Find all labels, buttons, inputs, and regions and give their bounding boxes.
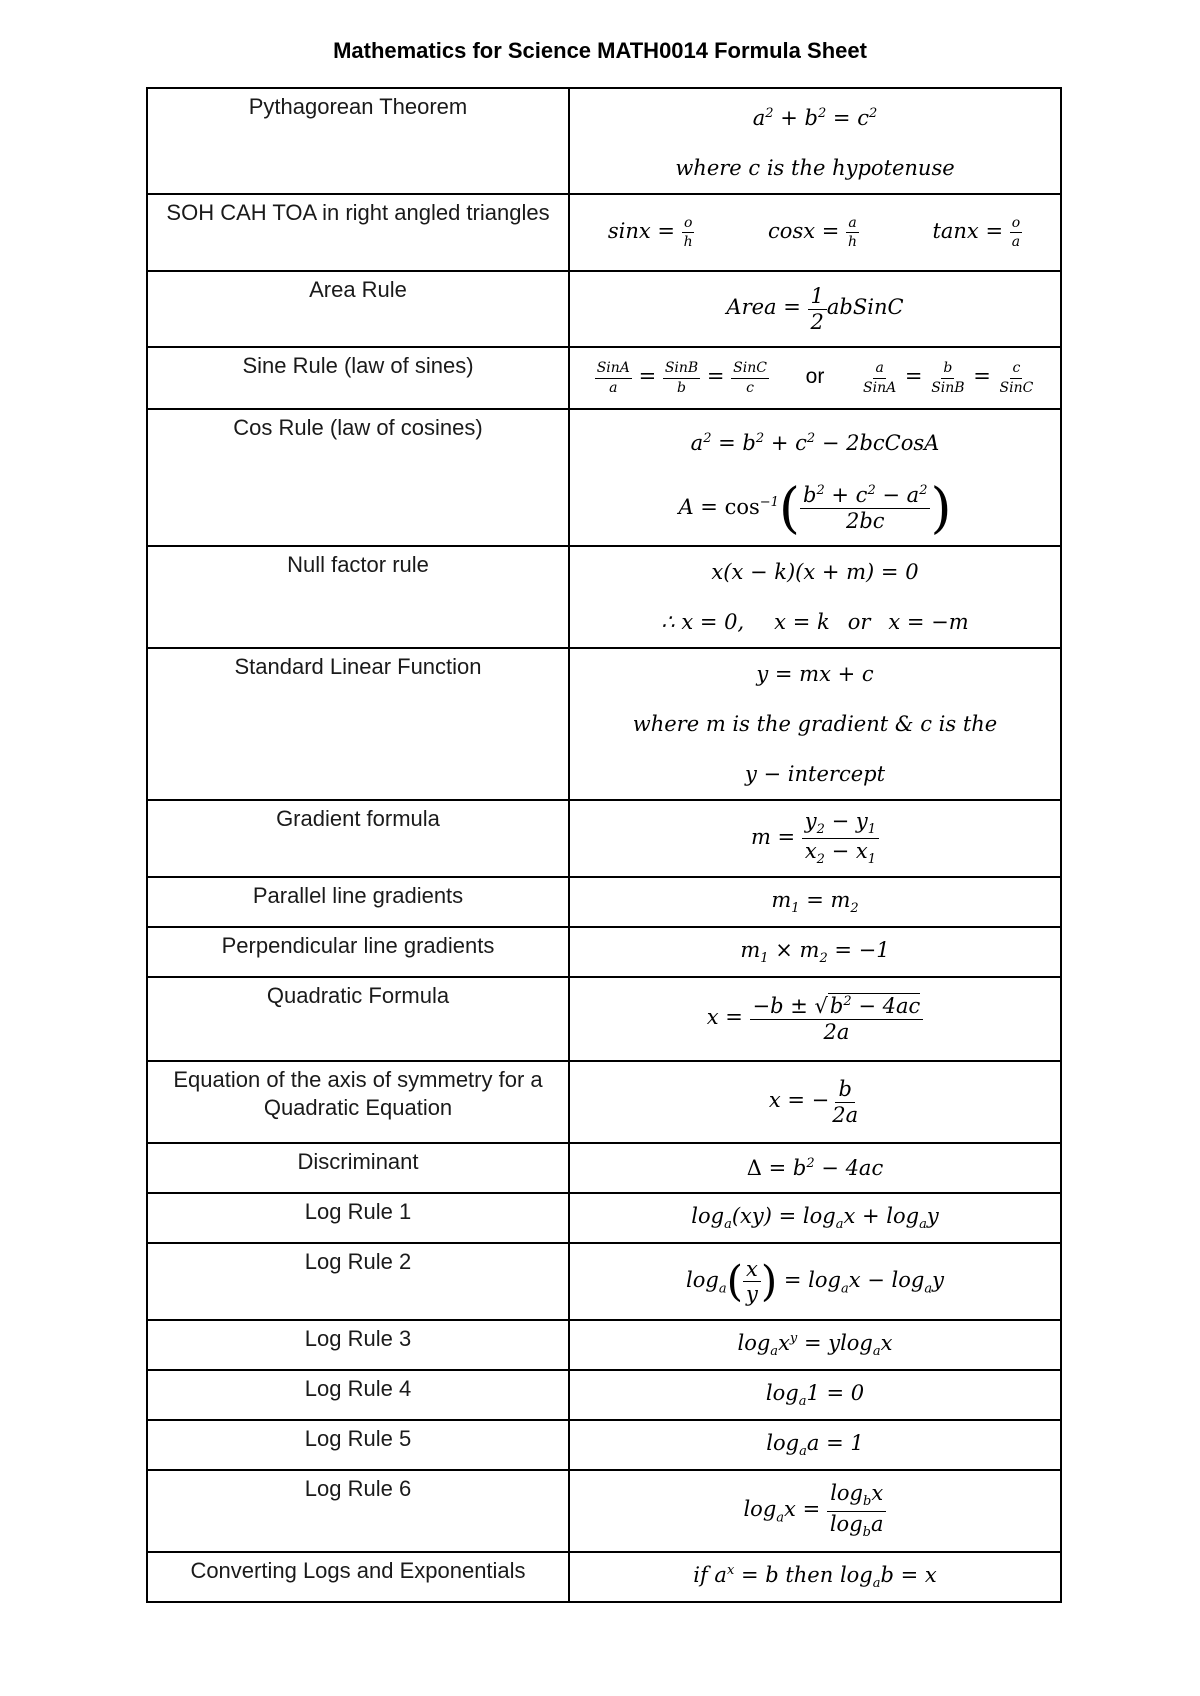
- formula-cell: $m_1 \times m_2 = -1$: [569, 927, 1061, 977]
- table-row: [147, 546, 1061, 648]
- page-title: Mathematics for Science MATH0014 Formula Sheet: [333, 38, 867, 63]
- formula-name: Perpendicular line gradients: [147, 927, 569, 977]
- formula-name: Log Rule 6: [147, 1470, 569, 1552]
- table-row: [147, 1061, 1061, 1143]
- formula-name: Area Rule: [147, 271, 569, 347]
- table-row: [147, 1243, 1061, 1320]
- formula-cell: m = $\frac{y_2 - y_1}{x_2 - x_1}$: [569, 800, 1061, 877]
- formula-name: Log Rule 5: [147, 1420, 569, 1470]
- table-row: [147, 1370, 1061, 1420]
- formula-cell: $\log_ax$ = $\frac{\log_bx}{\log_ba}$: [569, 1470, 1061, 1552]
- formula-line: where m is the gradient & c is the: [632, 712, 998, 736]
- table-row: [147, 800, 1061, 877]
- formula-table: [146, 87, 1062, 1603]
- formula-name: Standard Linear Function: [147, 648, 569, 800]
- formula-name: Log Rule 1: [147, 1193, 569, 1243]
- table-row: [147, 927, 1061, 977]
- or-connector: or: [805, 365, 825, 389]
- table-row: [147, 977, 1061, 1061]
- formula-name: Sine Rule (law of sines): [147, 347, 569, 409]
- formula-name: Null factor rule: [147, 546, 569, 648]
- table-row: [147, 1143, 1061, 1193]
- table-row: [147, 409, 1061, 546]
- formula-cell: $\log_aa = 1$: [569, 1420, 1061, 1470]
- table-row: [147, 648, 1061, 800]
- formula-cell: x = − $\frac{b}{2a}$: [569, 1061, 1061, 1143]
- formula-name: Parallel line gradients: [147, 877, 569, 927]
- formula-name: Log Rule 3: [147, 1320, 569, 1370]
- formula-cell: $a^2 + b^2 = c^2$ where c is the hypotenuse: [569, 88, 1061, 194]
- formula-cell: $\log_a$( $\frac{x}{y}$ ) = $\log_ax - \log_ay$: [569, 1243, 1061, 1320]
- formula-line: y − intercept: [744, 762, 886, 786]
- formula-cell: sinx = $\frac{o}{h}$ cosx = $\frac{a}{h}$ tanx = $\frac{o}{a}$: [569, 194, 1061, 271]
- table-row: [147, 1320, 1061, 1370]
- table-row: [147, 347, 1061, 409]
- table-row: [147, 88, 1061, 194]
- table-row: [147, 271, 1061, 347]
- formula-name: Discriminant: [147, 1143, 569, 1193]
- formula-cell: x = $\frac{-b \pm √b^2 - 4ac}{2a}$: [569, 977, 1061, 1061]
- formula-name: Cos Rule (law of cosines): [147, 409, 569, 546]
- formula-name: Gradient formula: [147, 800, 569, 877]
- formula-cell: $a^2 = b^2 + c^2$ − 2bcCosA $A = \cos^{-1}$( $\frac{b^2 + c^2 - a^2}{2bc}$ ): [569, 409, 1061, 546]
- table-row: [147, 1552, 1061, 1602]
- formula-cell: Area = $\frac{1}{2}$ abSinC: [569, 271, 1061, 347]
- table-row: [147, 1420, 1061, 1470]
- formula-name: Converting Logs and Exponentials: [147, 1552, 569, 1602]
- formula-name: Equation of the axis of symmetry for a Quadratic Equation: [147, 1061, 569, 1143]
- formula-cell: x(x − k)(x + m) = 0 ∴ x = 0, x = k or x = −m: [569, 546, 1061, 648]
- formula-cell: $\frac{\text{SinA}}{a}$ = $\frac{\text{SinB}}{b}$ = $\frac{\text{SinC}}{c}$ or $\frac{a}{\text{SinA}}$ = $\frac{b}{\text{SinB}}$ = $\frac{c}{\text{SinC}}$: [569, 347, 1061, 409]
- formula-name: SOH CAH TOA in right angled triangles: [147, 194, 569, 271]
- table-row: [147, 1193, 1061, 1243]
- formula-cell: [569, 648, 1061, 800]
- formula-cell: $\log_a(xy) = \log_ax + \log_ay$: [569, 1193, 1061, 1243]
- formula-name: Quadratic Formula: [147, 977, 569, 1061]
- formula-cell: $\log_a1 = 0$: [569, 1370, 1061, 1420]
- table-row: [147, 1470, 1061, 1552]
- formula-name: Log Rule 2: [147, 1243, 569, 1320]
- formula-cell: $\Delta = b^2 - 4ac$: [569, 1143, 1061, 1193]
- table-row: [147, 194, 1061, 271]
- formula-cell: $\log_ax^y = ylog_ax$: [569, 1320, 1061, 1370]
- table-row: [147, 877, 1061, 927]
- formula-line: y = mx + c: [756, 662, 874, 686]
- formula-cell: $m_1 = m_2$: [569, 877, 1061, 927]
- formula-cell: if $a^x = b$ then $\log_ab = x$: [569, 1552, 1061, 1602]
- formula-name: Pythagorean Theorem: [147, 88, 569, 194]
- formula-name: Log Rule 4: [147, 1370, 569, 1420]
